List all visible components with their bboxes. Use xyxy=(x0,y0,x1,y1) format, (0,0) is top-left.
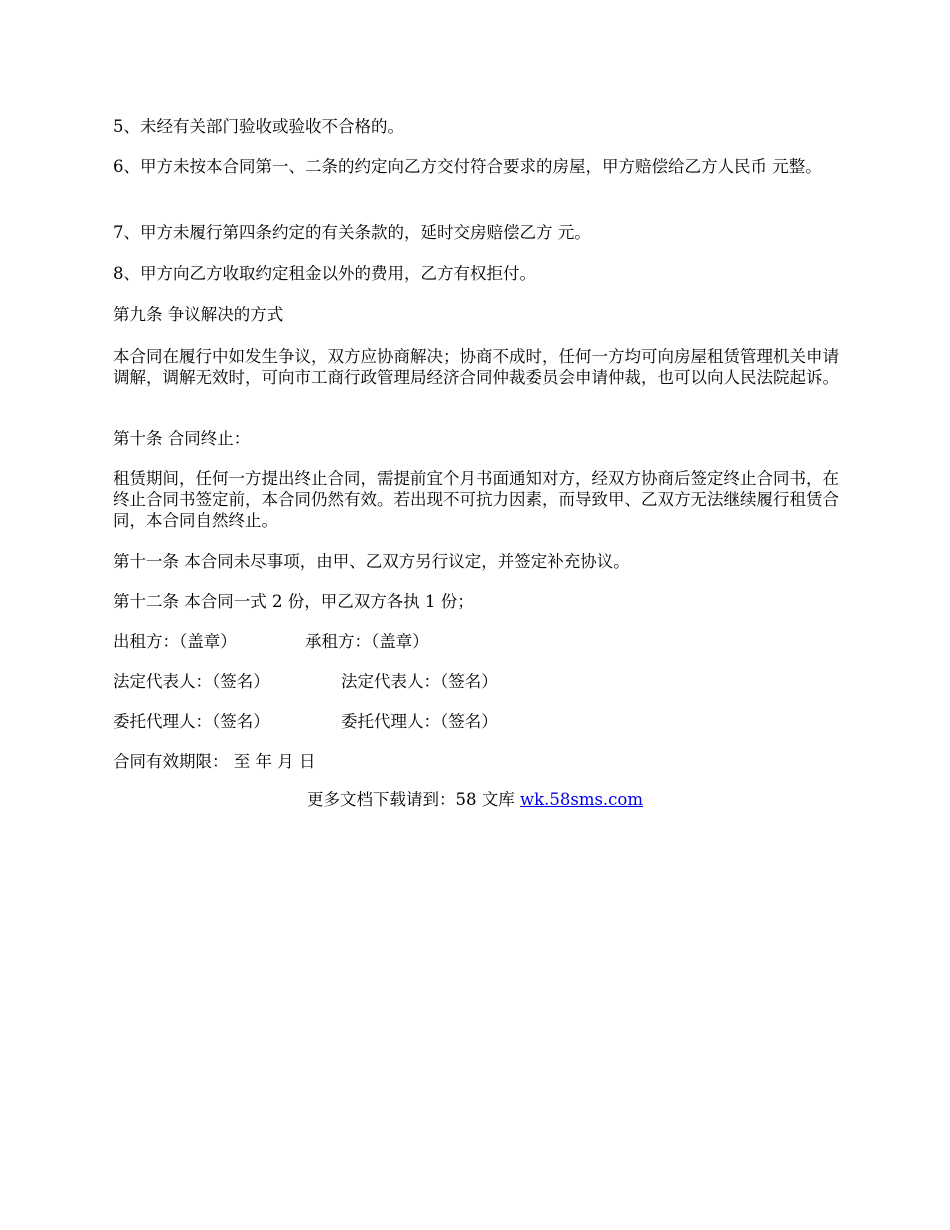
lessee-legal-rep-label: 法定代表人：（签名） xyxy=(341,672,498,691)
contract-validity-period: 合同有效期限： 至 年 月 日 xyxy=(113,752,316,771)
article-9-heading: 第九条 争议解决的方式 xyxy=(113,305,284,324)
footer-link[interactable]: wk.58sms.com xyxy=(519,790,643,809)
download-footer xyxy=(0,789,950,810)
clause-item-7: 7、甲方未履行第四条约定的有关条款的，延时交房赔偿乙方 元。 xyxy=(113,223,591,242)
lessor-seal-label: 出租方：（盖章） xyxy=(113,632,237,651)
article-11: 第十一条 本合同未尽事项，由甲、乙双方另行议定，并签定补充协议。 xyxy=(113,552,630,571)
footer-text: 更多文档下载请到：58 文库 xyxy=(306,790,520,809)
clause-item-8: 8、甲方向乙方收取约定租金以外的费用，乙方有权拒付。 xyxy=(113,264,536,283)
clause-item-6: 6、甲方未按本合同第一、二条的约定向乙方交付符合要求的房屋，甲方赔偿给乙方人民币 元整。 xyxy=(113,157,822,176)
lessor-legal-rep-label: 法定代表人：（签名） xyxy=(113,672,270,691)
lessee-agent-label: 委托代理人：（签名） xyxy=(341,712,498,731)
article-9-body: 本合同在履行中如发生争议，双方应协商解决；协商不成时，任何一方均可向房屋租赁管理机关申请调解，调解无效时，可向市工商行政管理局经济合同仲裁委员会申请仲裁，也可以向人民法院起诉。 xyxy=(113,347,839,387)
lessor-agent-label: 委托代理人：（签名） xyxy=(113,712,270,731)
article-12: 第十二条 本合同一式 2 份，甲乙双方各执 1 份； xyxy=(113,592,474,611)
clause-item-5: 5、未经有关部门验收或验收不合格的。 xyxy=(113,117,404,136)
lessee-seal-label: 承租方：（盖章） xyxy=(305,632,429,651)
article-10-heading: 第十条 合同终止： xyxy=(113,429,251,448)
article-10-body: 租赁期间，任何一方提出终止合同，需提前宜个月书面通知对方，经双方协商后签定终止合同书，在终止合同书签定前，本合同仍然有效。若出现不可抗力因素，而导致甲、乙双方无法继续履行租赁合同，本合同自然终止。 xyxy=(113,469,839,530)
